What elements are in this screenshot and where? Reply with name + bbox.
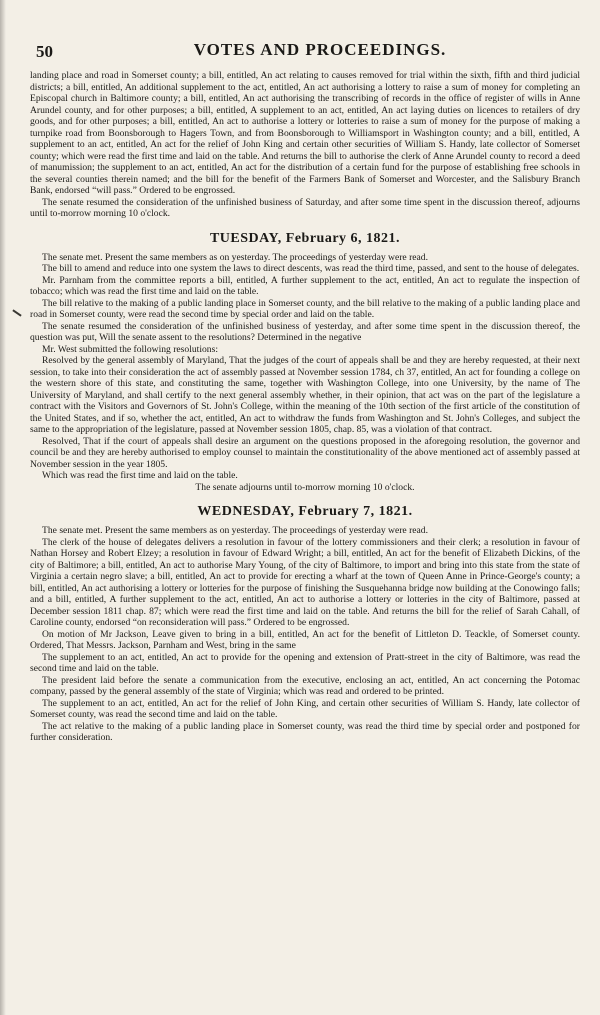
page-header xyxy=(30,40,580,66)
page-number: 50 xyxy=(36,42,53,61)
paragraph: Mr. West submitted the following resolutions: xyxy=(42,343,218,355)
paragraph: The president laid before the senate a communication from the executive, enclosing an act, entitled, An act concerning the Potomac company, passed by the general assembly of the state of Virginia; which was read and ordered to be printed. xyxy=(30,674,580,697)
resolution: Resolved, That if the court of appeals shall desire an argument on the questions proposed in the aforegoing resolution, the governor and council be and they are hereby authorised to employ counsel to maintain the constitutionality of the above mentioned act of assembly passed at November session in the year 1805. xyxy=(30,435,580,470)
paragraph: On motion of Mr Jackson, Leave given to bring in a bill, entitled, An act for the benefit of Littleton D. Teackle, of Somerset county. Ordered, That Messrs. Jackson, Parnham and West, bring in the same xyxy=(30,628,580,651)
wednesday-heading: WEDNESDAY, February 7, 1821. xyxy=(197,504,413,519)
paragraph: The supplement to an act, entitled, An act to provide for the opening and extension of Pratt-street in the city of Baltimore, was read the second time and laid on the table. xyxy=(30,651,580,674)
resolution: Resolved by the general assembly of Maryland, That the judges of the court of appeals shall be and they are hereby requested, at their next session, to take into their consideration the act of assembly passed at November session 1784, ch 37, entitled, An act for founding a college on the western shore of this state, and constituting the same, together with Washington College, into one University, by the name of The University of Maryland, and shall certify to the next general assembly whether, in their opinion, that act was on the part of the legislature a contract with the Visitors and Governors of St. John's College, within the meaning of the 10th section of the first article of the constitution of the United States, and if so, whether the act, entitled, An act to withdraw the funds from Washington and St. John's Colleges, and subject the same to the appropriation of the legislature, passed at November session 1805, chap. 85, was a violation of that contract. xyxy=(30,355,580,435)
tuesday-heading: TUESDAY, February 6, 1821. xyxy=(209,230,401,246)
adjournment-line: The senate adjourns until to-morrow morning 10 o'clock. xyxy=(195,481,415,493)
paragraph: The senate resumed the consideration of the unfinished business of Saturday, and after some time spent in the discussion thereof, adjourns until to-morrow morning 10 o'clock. xyxy=(30,196,580,219)
paragraph: The bill relative to the making of a public landing place in Somerset county, and the bill relative to the making of a public landing place and road in Somerset county, were read the second time by special order and laid on the table. xyxy=(30,297,580,320)
stray-ink-mark xyxy=(12,309,21,316)
paragraph: The senate resumed the consideration of the unfinished business of yesterday, and after some time spent in the discussion thereof, the question was put, Will the senate assent to the resolutions? Determined in the negative xyxy=(30,320,580,343)
paragraph: The bill to amend and reduce into one system the laws to direct descents, was read the third time, passed, and sent to the house of delegates. xyxy=(42,263,580,274)
paragraph: Which was read the first time and laid on the table. xyxy=(42,470,238,481)
paragraph: landing place and road in Somerset county; a bill, entitled, An act relating to causes removed for trial within the sixth, fifth and third judicial districts; a bill, entitled, An additional supplement to the act, entitled, An act authorising a lottery to raise a sum of money for completing an Episcopal church in Baltimore county; a bill, entitled, An act authorising the transcribing of records in the office of register of wills in Anne Arundel county, and for other purposes; a bill, entitled, A supplement to an act, entitled, An act laying duties on licences to retailers of dry goods, and for other purposes; a bill, entitled, An act to authorise a lottery or lotteries to raise a sum of money for the purpose of making a turnpike road from Boonsborough to Hagers Town, and from Boonsborough to Williamsport in Washington county; and a bill, entitled, A supplement to an act, entitled, An act for the relief of John King and certain other securities of William S. Handy, late collector of Somerset county; which were read the first time and laid on the table. And returns the bill to authorise the clerk of Anne Arundel county to record a deed of manumission; the supplement to an act, entitled, An act for the distribution of a certain fund for the purpose of establishing free schools in the several counties therein named; and the bill for the benefit of the Farmers Bank of Somerset and Worcester, and the Salisbury Branch Bank, endorsed “will pass.” Ordered to be engrossed. xyxy=(30,70,580,196)
paragraph: Mr. Parnham from the committee reports a bill, entitled, A further supplement to the act, entitled, An act to regulate the inspection of tobacco; which was read the first time and laid on the table. xyxy=(30,274,580,297)
paragraph: The supplement to an act, entitled, An act for the relief of John King, and certain other securities of William S. Handy, late collector of Somerset county, was read the second time and laid on the table. xyxy=(30,697,580,720)
binding-shadow xyxy=(0,0,6,1015)
wednesday-section xyxy=(30,525,580,744)
running-head: VOTES AND PROCEEDINGS. xyxy=(193,40,447,59)
paragraph: The senate met. Present the same members as on yesterday. The proceedings of yesterday were read. xyxy=(42,525,428,536)
paragraph: The clerk of the house of delegates delivers a resolution in favour of the lottery commissioners and their clerk; a resolution in favour of Nathan Horsey and Robert Elzey; a resolution in favour of Edward Wright; a bill, entitled, An act for the benefit of Elizabeth Dickins, of the city of Baltimore; a bill, entitled, An act to authorise Mary Young, of the city of Baltimore, to import and bring into this state from the state of Virginia a certain negro slave; a bill, entitled, An act to provide for erecting a wharf at the town of Queen Anne in Prince-George's county; a bill, entitled, An act authorising a lottery or lotteries for the purpose of finishing the Susquehanna bridge now building at the Conowingo falls; and a bill, entitled, A further supplement to the act, entitled, An act to authorise a lottery or lotteries in the city of Baltimore, passed at December session 1811 chap. 87; which were read the first time and laid on the table. And returns the bill for the relief of Sarah Cahall, of Caroline county, endorsed “on reconsideration will pass.” Ordered to be engrossed. xyxy=(30,536,580,628)
continued-section xyxy=(30,70,580,220)
paragraph: The senate met. Present the same members as on yesterday. The proceedings of yesterday were read. xyxy=(42,251,428,263)
tuesday-section xyxy=(30,252,580,494)
paragraph: The act relative to the making of a public landing place in Somerset county, was read the third time by special order and postponed for further consideration. xyxy=(30,720,580,743)
